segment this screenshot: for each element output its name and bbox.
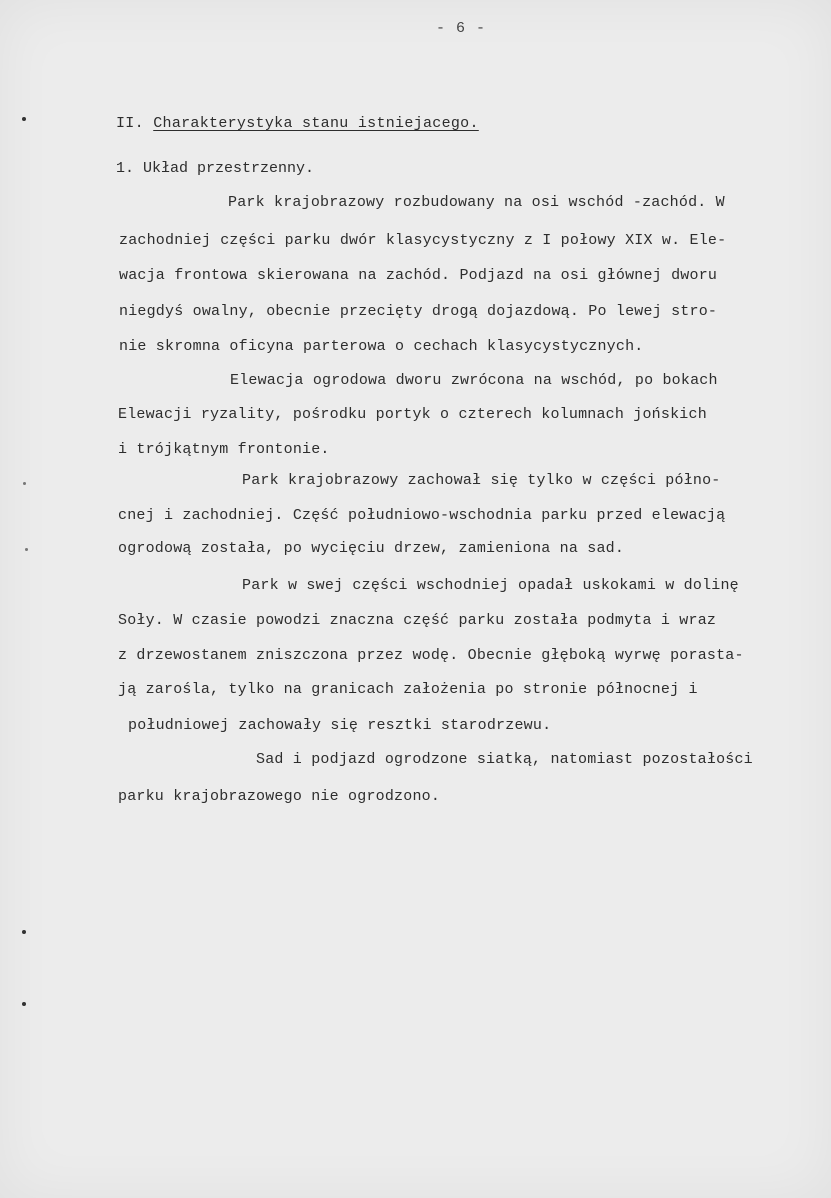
text-line: Elewacji ryzality, pośrodku portyk o czterech kolumnach jońskich [118,406,707,423]
text-line: nie skromna oficyna parterowa o cechach klasycystycznych. [119,338,644,355]
text-line: ją zarośla, tylko na granicach założenia po stronie północnej i [118,681,698,698]
text-line: wacja frontowa skierowana na zachód. Podjazd na osi głównej dworu [119,267,718,284]
text-line: parku krajobrazowego nie ogrodzono. [118,788,441,805]
section-heading [116,115,479,132]
text-line: Elewacja ogrodowa dworu zwrócona na wschód, po bokach [230,372,718,389]
margin-mark [25,548,28,551]
text-line: niegdyś owalny, obecnie przecięty drogą dojazdową. Po lewej stro- [119,303,718,320]
text-line: cnej i zachodniej. Część południowo-wschodnia parku przed elewacją [118,507,726,524]
text-line: i trójkątnym frontonie. [118,441,330,458]
text-line: Sad i podjazd ogrodzone siatką, natomiast pozostałości [256,751,753,768]
margin-mark [22,930,26,934]
margin-mark [22,117,26,121]
text-line: południowej zachowały się resztki starodrzewu. [128,717,552,734]
margin-mark [22,1002,26,1006]
text-line: zachodniej części parku dwór klasycystyczny z I połowy XIX w. Ele- [119,232,727,249]
margin-mark [23,482,26,485]
subsection-heading: 1. Układ przestrzenny. [116,160,315,177]
section-number: II. [116,115,154,132]
text-line: Park krajobrazowy rozbudowany na osi wschód -zachód. W [228,194,725,211]
text-line: ogrodową została, po wycięciu drzew, zamieniona na sad. [118,540,625,557]
text-line: Soły. W czasie powodzi znaczna część parku została podmyta i wraz [118,612,717,629]
text-line: Park w swej części wschodniej opadał uskokami w dolinę [242,577,739,594]
text-line: z drzewostanem zniszczona przez wodę. Obecnie głęboką wyrwę porasta- [118,647,744,664]
section-title: Charakterystyka stanu istniejacego. [153,115,479,132]
page-number: - 6 - [436,20,487,37]
text-line: Park krajobrazowy zachował się tylko w części półno- [242,472,721,489]
